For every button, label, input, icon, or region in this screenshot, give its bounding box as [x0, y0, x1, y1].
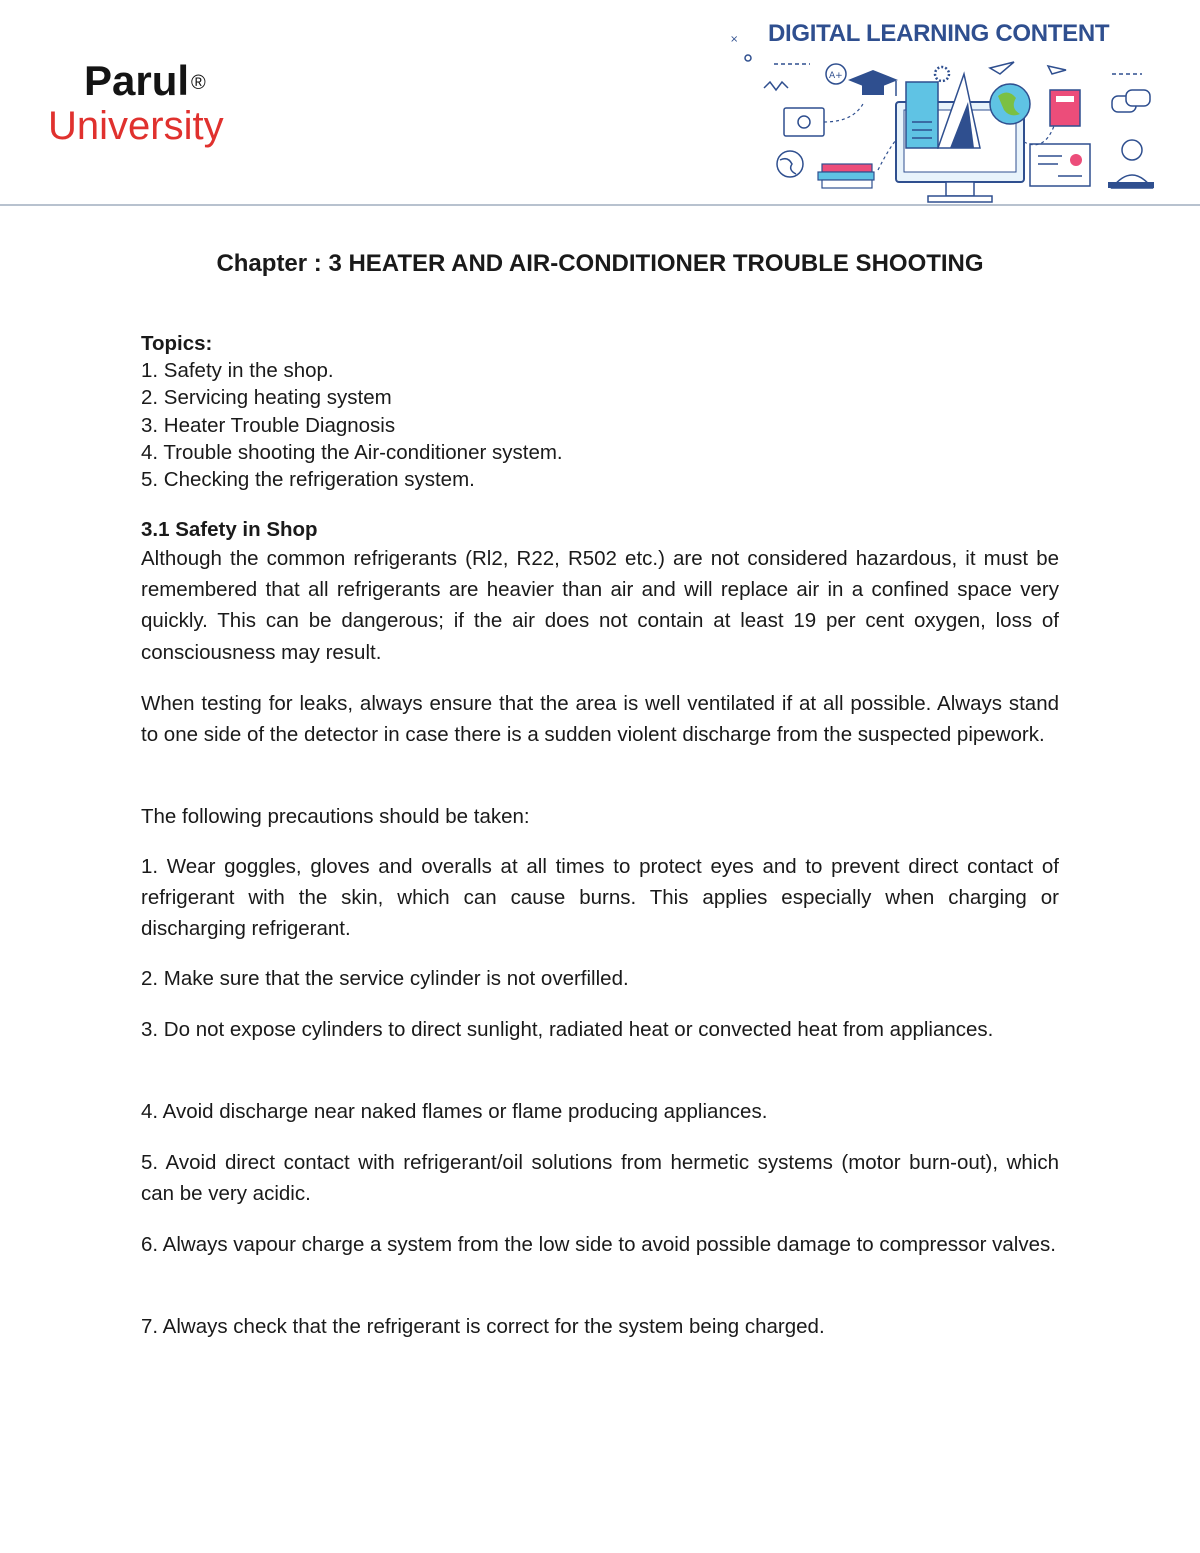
graduation-cap-icon [848, 70, 898, 96]
paragraph-precautions-intro: The following precautions should be taken: [141, 805, 530, 828]
topics-label: Topics: [141, 332, 213, 355]
precaution-item: 6. Always vapour charge a system from the low side to avoid possible damage to compressor valves. [141, 1233, 1056, 1256]
wave-icon [764, 82, 788, 90]
paragraph-refrigerant-hazard: Although the common refrigerants (Rl2, R22, R502 etc.) are not considered hazardous, it must be remembered that all refrigerants are heavier than air and will replace air in a confined space very quickly. This can be dangerous; if the air does not contain at least 19 per cent oxygen, loss of consciousness may result. [141, 547, 1059, 664]
paper-plane-icon [990, 62, 1014, 74]
logo-university-text: University [48, 104, 224, 148]
certificate-icon [1030, 144, 1090, 186]
topics-list [141, 330, 563, 493]
topic-item: 2. Servicing heating system [141, 386, 392, 410]
globe-icon [990, 84, 1030, 124]
topic-item: 1. Safety in the shop. [141, 359, 334, 383]
header-divider [0, 204, 1200, 206]
section-heading: 3.1 Safety in Shop [141, 518, 318, 541]
topic-item: 3. Heater Trouble Diagnosis [141, 413, 396, 437]
registered-mark: ® [191, 72, 206, 94]
precaution-item: 7. Always check that the refrigerant is correct for the system being charged. [141, 1315, 825, 1338]
world-icon [777, 151, 803, 177]
svg-text:A+: A+ [829, 71, 843, 81]
svg-text:×: × [730, 34, 739, 45]
chapter-title: Chapter : 3 HEATER AND AIR-CONDITIONER TROUBLE SHOOTING [216, 250, 984, 277]
support-agent-icon [1108, 140, 1154, 188]
topic-item: 5. Checking the refrigeration system. [141, 468, 475, 492]
university-logo [48, 58, 224, 148]
topic-item: 4. Trouble shooting the Air-conditioner system. [141, 440, 563, 464]
banner-title: DIGITAL LEARNING CONTENT [768, 20, 1110, 47]
page-header [0, 0, 1200, 206]
logo-parul-text: Parul [84, 57, 190, 104]
sparkle-icon [730, 34, 751, 61]
books-icon [818, 164, 874, 188]
chat-bubble-icon [1112, 90, 1150, 112]
precaution-item: 1. Wear goggles, gloves and overalls at all times to protect eyes and to prevent direct contact of refrigerant with the skin, which can cause burns. This applies especially when charging or discharging refrigerant. [141, 855, 1059, 941]
video-screen-icon [784, 108, 824, 136]
notebook-icon [1050, 90, 1080, 126]
paragraph-leak-testing: When testing for leaks, always ensure that the area is well ventilated if at all possible. Always stand to one side of the detector in case there is a sudden violent discharge from the suspected pipework. [141, 692, 1059, 747]
precaution-item: 3. Do not expose cylinders to direct sunlight, radiated heat or convected heat from appliances. [141, 1018, 994, 1041]
precaution-item: 2. Make sure that the service cylinder is not overfilled. [141, 967, 629, 990]
digital-learning-illustration [728, 34, 1168, 206]
precaution-item: 4. Avoid discharge near naked flames or flame producing appliances. [141, 1100, 768, 1123]
grade-badge-icon [826, 64, 846, 84]
precaution-item: 5. Avoid direct contact with refrigerant/oil solutions from hermetic systems (motor burn-out), which can be very acidic. [141, 1151, 1059, 1206]
